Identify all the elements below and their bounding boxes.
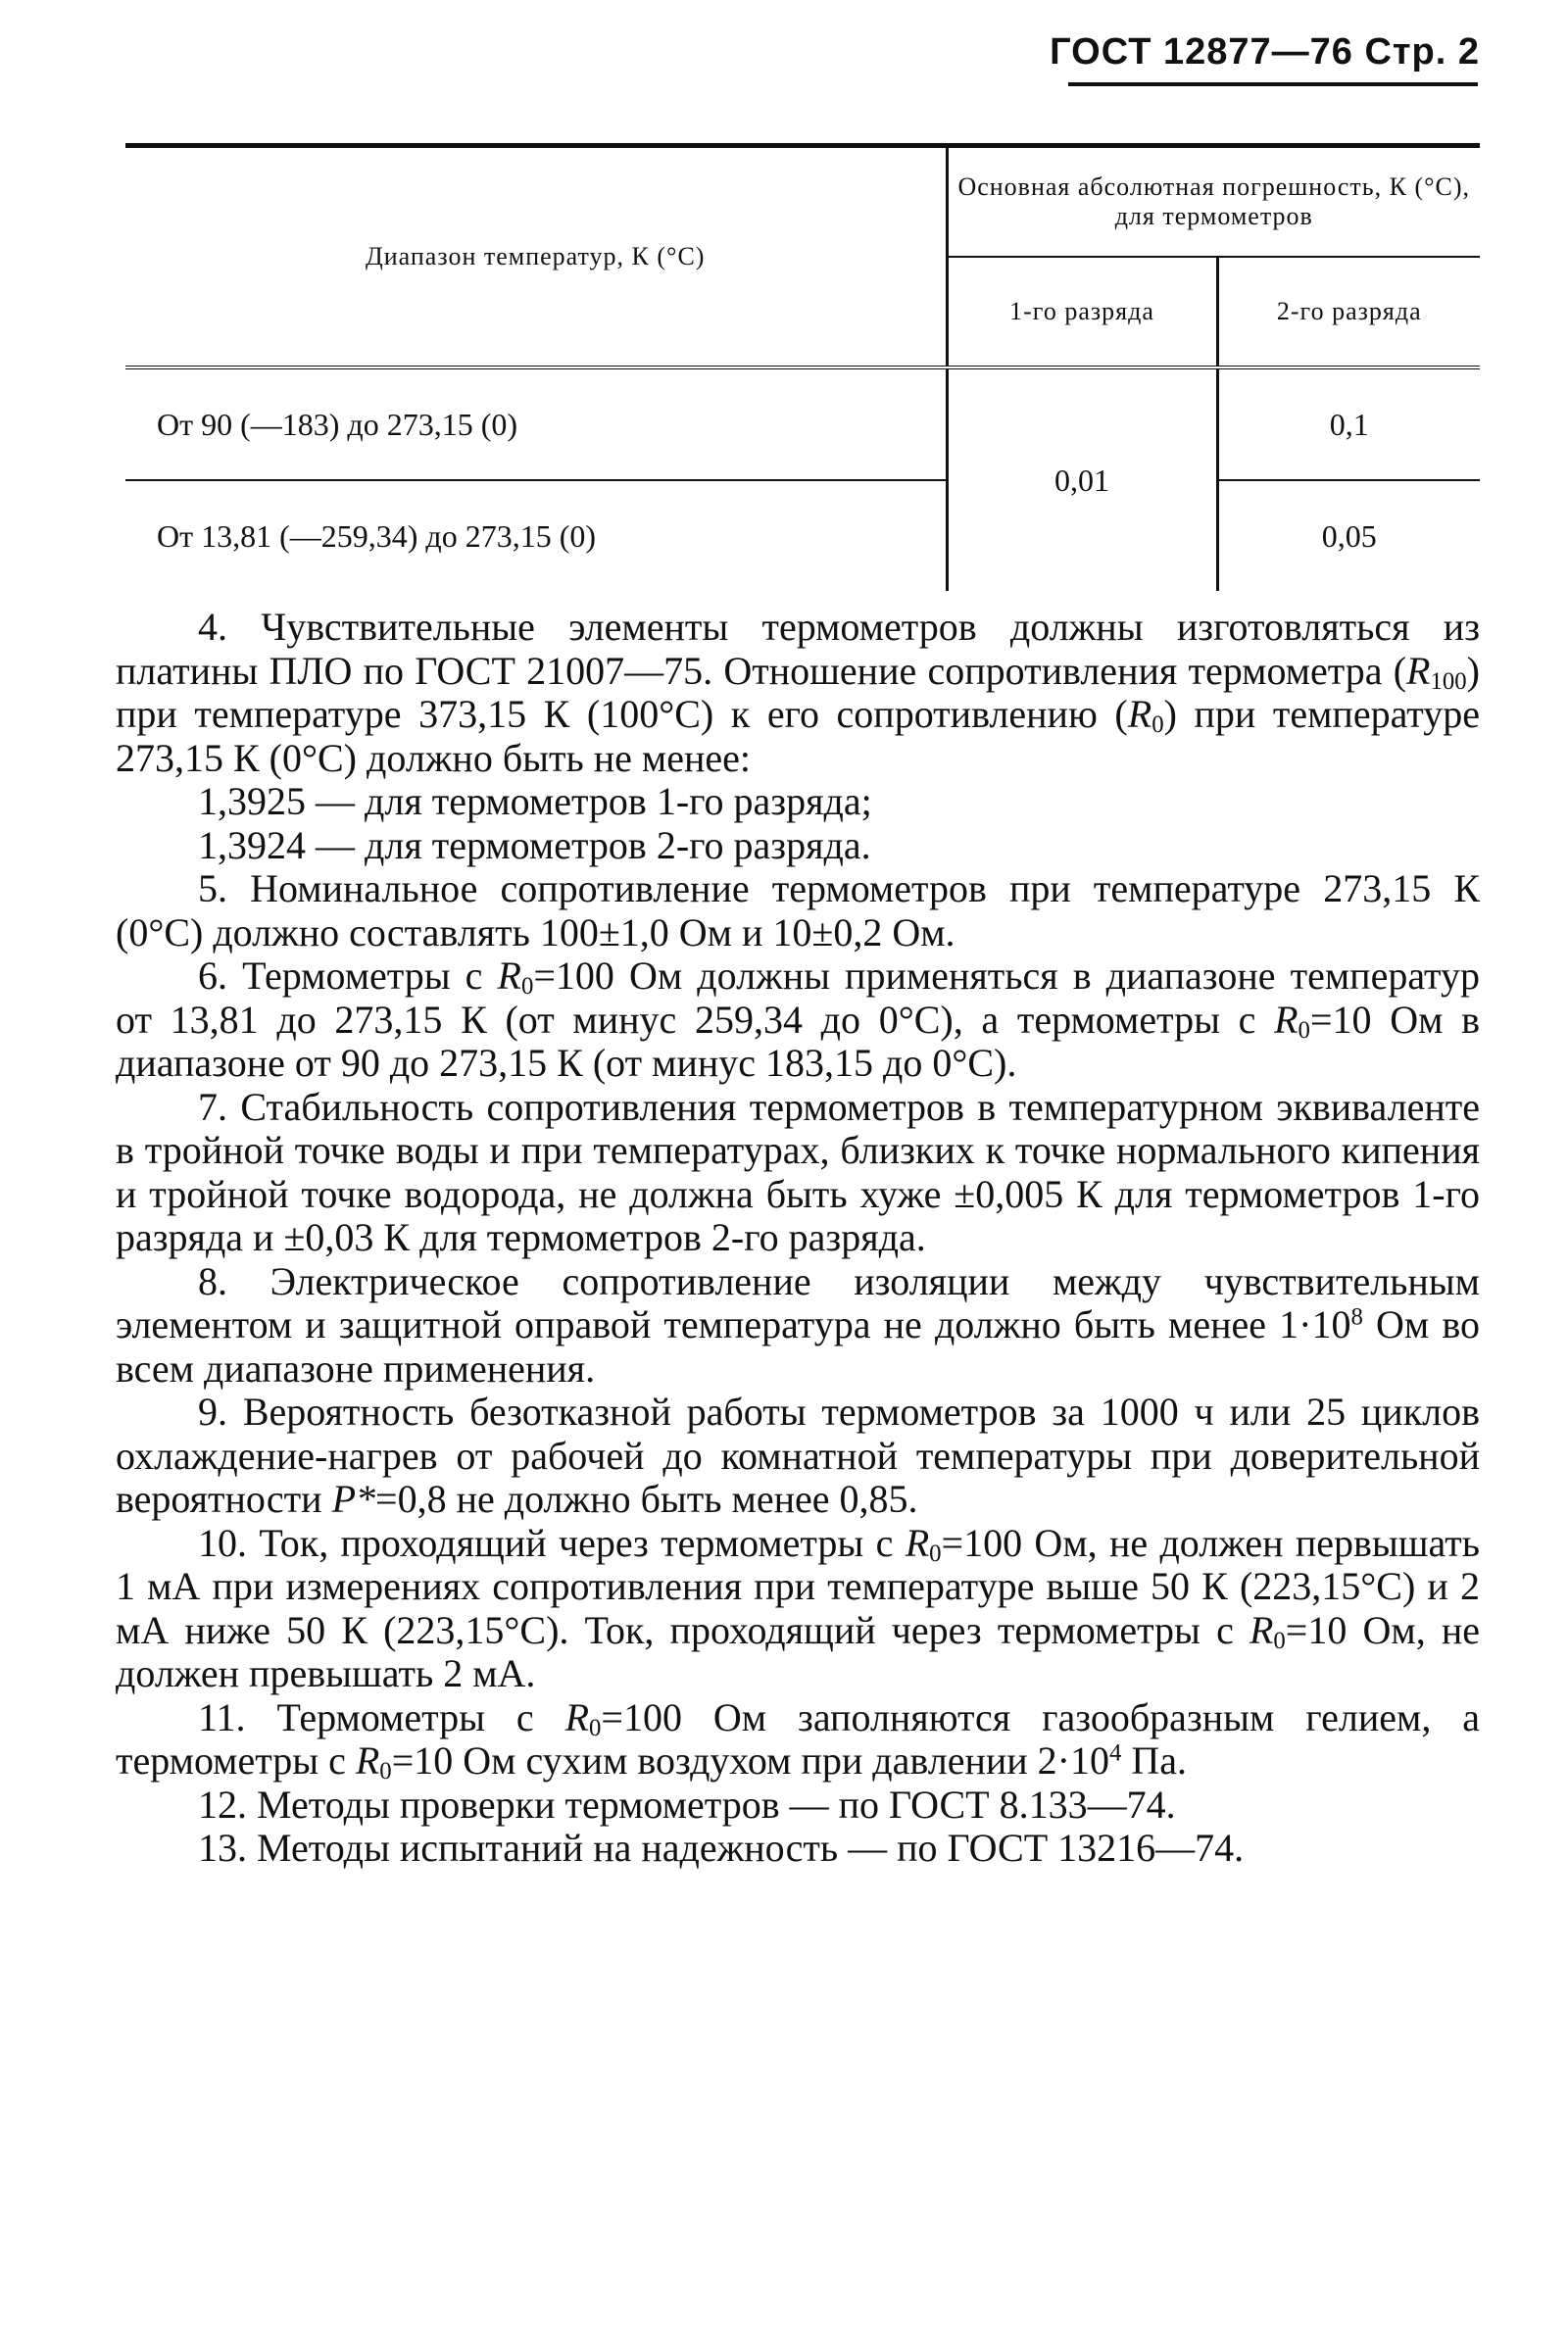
- page-header: ГОСТ 12877—76 Стр. 2: [1050, 31, 1480, 73]
- document-body: [116, 606, 1480, 1871]
- list-item: 1,3925 — для термометров 1-го разряда;: [198, 779, 872, 823]
- table-row: [125, 480, 1480, 591]
- row-range-cell: От 90 (—183) до 273,15 (0): [125, 367, 947, 480]
- table-row: [125, 367, 1480, 480]
- column-header-class2: 2-го разряда: [1217, 257, 1480, 366]
- class1-value-cell: 0,01: [947, 367, 1217, 591]
- column-header-class1: 1-го разряда: [947, 257, 1217, 366]
- paragraph-item-6: 6. Термометры с $R_0=100$ Ом должны применяться в диапазоне температур от 13,81 до 273,15 К (от минус 259,34 до 0°С), а термометры с $R_0=10$ Ом в диапазоне от 90 до 273,15 К (от минус 183,15 до 0°С).: [116, 953, 1480, 1085]
- paragraph-item-10: 10. Ток, проходящий через термометры с $R_0=100$ Ом, не должен первышать 1 мА при измерениях сопротивления при температуре выше 50 К (223,15°С) и 2 мА ниже 50 К (223,15°С). Ток, проходящий через термометры с $R_0=10$ Ом, не должен превышать 2 мА.: [116, 1520, 1481, 1695]
- paragraph-item-12: 12. Методы проверки термометров — по ГОСТ 8.133—74.: [198, 1782, 1176, 1827]
- row-range-cell: От 13,81 (—259,34) до 273,15 (0): [157, 517, 596, 554]
- paragraph-item-5: 5. Номинальное сопротивление термометров при температуре 273,15 К (0°С) должно составлять 100±1,0 Ом и 10±0,2 Ом.: [116, 866, 1480, 954]
- paragraph-item-13: 13. Методы испытаний на надежность — по ГОСТ 13216—74.: [198, 1826, 1245, 1870]
- list-item: 1,3924 — для термометров 2-го разряда.: [198, 822, 871, 867]
- class2-value-cell: 0,1: [1217, 367, 1480, 480]
- paragraph-item-8: 8. Электрическое сопротивление изоляции между чувствительным элементом и защитной оправой температура не должно быть менее $1\cdot 10^8$ Ом во всем диапазоне применения.: [116, 1258, 1480, 1391]
- column-header-range: Диапазон температур, К (°С): [125, 146, 947, 367]
- temperature-error-table: [125, 143, 1480, 591]
- paragraph-item-4: 4. Чувствительные элементы термометров должны изготовляться из платины ПЛО по ГОСТ 21007—75. Отношение сопротивления термометра $(R_{100})$ при температуре 373,15 К (100°С) к его сопротивлению $(R_0)$ при температуре 273,15 К (0°С) должно быть не менее:: [116, 605, 1481, 780]
- header-rule: [1068, 82, 1478, 86]
- paragraph-item-7: 7. Стабильность сопротивления термометров в температурном эквиваленте в тройной точке воды и при температурах, близких к точке нормального кипения и тройной точке водорода, не должна быть хуже ±0,005 К для термометров 1-го разряда и ±0,03 К для термометров 2-го разряда.: [116, 1084, 1480, 1259]
- paragraph-item-9: 9. Вероятность безотказной работы термометров за 1000 ч или 25 циклов охлаждение-нагрев от рабочей до комнатной температуры при доверительной вероятности P*=0,8 не должно быть менее 0,85.: [116, 1390, 1480, 1521]
- class2-value-cell: 0,05: [1217, 480, 1480, 591]
- column-header-error: Основная абсолютная погрешность, К (°С), для термометров: [947, 146, 1480, 258]
- paragraph-item-11: 11. Термометры с $R_0=100$ Ом заполняются газообразным гелием, а термометры с $R_0=10$ Ом сухим воздухом при давлении $2\cdot 10^4$ Па.: [116, 1694, 1481, 1785]
